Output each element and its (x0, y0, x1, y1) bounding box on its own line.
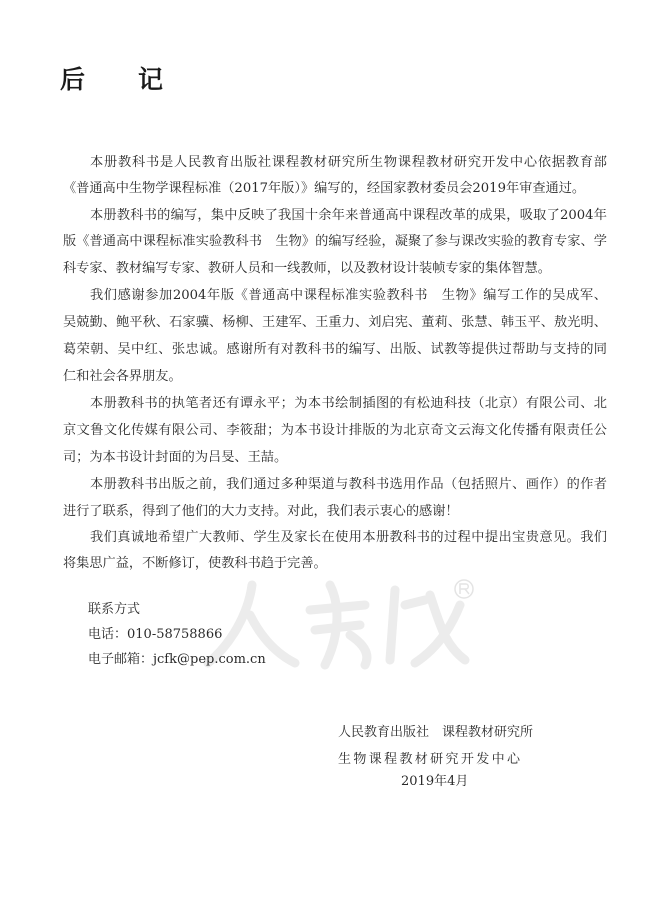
paragraph-line: 本册教科书出版之前，我们通过多种渠道与教科书选用作品（包括照片、画作）的作者 (90, 477, 607, 492)
paragraph-line: 《普通高中生物学课程标准（2017年版）》编写的，经国家教材委员会2019年审查通过。 (63, 181, 586, 196)
paragraph-line: 仁和社会各界朋友。 (63, 369, 182, 384)
registered-mark (455, 580, 473, 598)
signature-org: 人民教育出版社 课程教材研究所 (338, 725, 534, 740)
paragraph-line: 司；为本书设计封面的为吕旻、王喆。 (63, 450, 288, 465)
signature-center: 生物课程教材研究开发中心 (338, 752, 520, 767)
paragraph-line: 本册教科书的编写，集中反映了我国十余年来普通高中课程改革的成果，吸取了2004年 (90, 208, 607, 223)
contact-phone: 电话：010-58758866 (88, 627, 223, 642)
paragraph-line: 版《普通高中课程标准实验教科书 生物》的编写经验，凝聚了参与课改实验的教育专家、学 (63, 234, 607, 249)
contact-email: 电子邮箱：jcfk@pep.com.cn (88, 652, 266, 667)
paragraph-line: 将集思广益，不断修订，使教科书趋于完善。 (63, 556, 327, 571)
paragraph-line: 我们真诚地希望广大教师、学生及家长在使用本册教科书的过程中提出宝贵意见。我们 (90, 530, 607, 545)
paragraph-line: 本册教科书的执笔者还有谭永平；为本书绘制插图的有松迪科技（北京）有限公司、北 (90, 396, 607, 411)
signature-date: 2019年4月 (401, 774, 469, 789)
paragraph-line: 进行了联系，得到了他们的大力支持。对此，我们表示衷心的感谢！ (63, 504, 459, 519)
paragraph-line: 科专家、教材编写专家、教研人员和一线教师，以及教材设计装帧专家的集体智慧。 (63, 261, 551, 276)
paragraph-line: 京文鲁文化传媒有限公司、李筱甜；为本书设计排版的为北京奇文云海文化传播有限责任公 (63, 423, 607, 438)
paragraph-line: 我们感谢参加2004年版《普通高中课程标准实验教科书 生物》编写工作的吴成军、 (90, 288, 607, 303)
paragraph-line: 本册教科书是人民教育出版社课程教材研究所生物课程教材研究开发中心依据教育部 (90, 155, 607, 170)
page-title: 后 记 (60, 65, 178, 94)
contact-heading: 联系方式 (88, 602, 141, 617)
paragraph-line: 吴兢勤、鲍平秋、石家骥、杨柳、王建军、王重力、刘启宪、董莉、张慧、韩玉平、敖光明、 (63, 315, 607, 330)
paragraph-line: 葛荣朝、吴中红、张忠诚。感谢所有对教科书的编写、出版、试教等提供过帮助与支持的同 (63, 342, 607, 357)
